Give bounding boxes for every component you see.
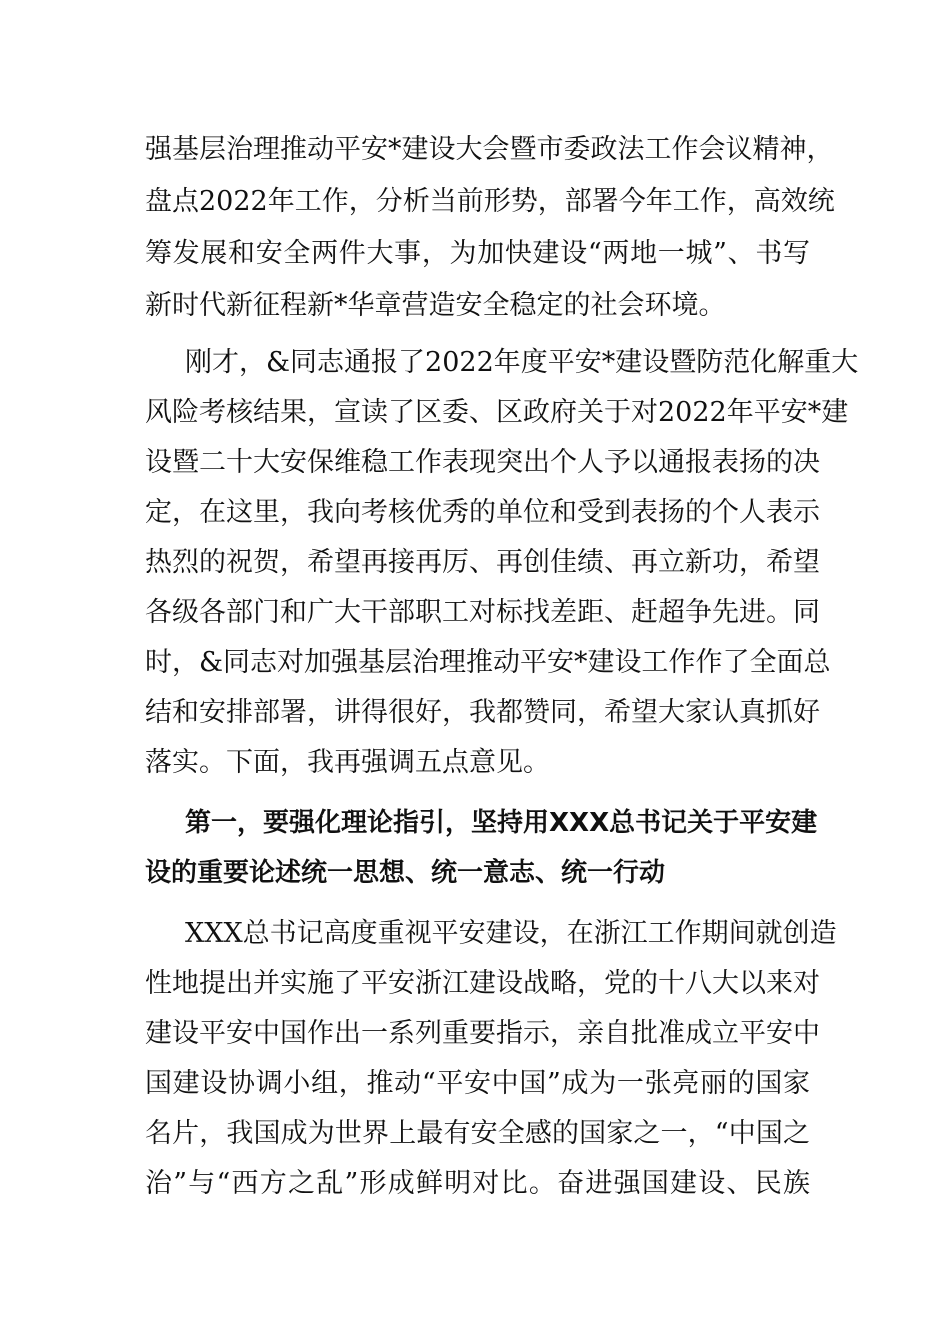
paragraph-line: 风险考核结果，宣读了区委、区政府关于对2022年平安*建 — [145, 397, 849, 428]
heading-line: 设的重要论述统一思想、统一意志、统一行动 — [145, 858, 666, 888]
paragraph-line: 建设平安中国作出一系列重要指示，亲自批准成立平安中 — [145, 1018, 820, 1049]
paragraph-line: 结和安排部署，讲得很好，我都赞同，希望大家认真抓好 — [145, 697, 820, 728]
paragraph-line: 刚才，&同志通报了2022年度平安*建设暨防范化解重大 — [185, 347, 859, 378]
paragraph-line: 国建设协调小组，推动“平安中国”成为一张亮丽的国家 — [145, 1068, 810, 1099]
paragraph-line: 强基层治理推动平安*建设大会暨市委政法工作会议精神， — [145, 134, 834, 165]
paragraph-line: 各级各部门和广大干部职工对标找差距、赶超争先进。同 — [145, 597, 820, 628]
paragraph-line: XXX总书记高度重视平安建设，在浙江工作期间就创造 — [185, 918, 837, 949]
paragraph-line: 设暨二十大安保维稳工作表现突出个人予以通报表扬的决 — [145, 447, 820, 478]
paragraph-line: 时，&同志对加强基层治理推动平安*建设工作作了全面总 — [145, 647, 831, 678]
paragraph-line: 治”与“西方之乱”形成鲜明对比。奋进强国建设、民族 — [145, 1168, 810, 1199]
heading-line: 第一，要强化理论指引，坚持用XXX总书记关于平安建 — [185, 808, 818, 838]
paragraph-line: 落实。下面，我再强调五点意见。 — [145, 747, 550, 778]
paragraph-line: 热烈的祝贺，希望再接再厉、再创佳绩、再立新功，希望 — [145, 547, 820, 578]
paragraph-line: 新时代新征程新*华章营造安全稳定的社会环境。 — [145, 290, 726, 321]
paragraph-line: 名片，我国成为世界上最有安全感的国家之一，“中国之 — [145, 1118, 810, 1149]
paragraph-line: 定，在这里，我向考核优秀的单位和受到表扬的个人表示 — [145, 497, 820, 528]
paragraph-line: 性地提出并实施了平安浙江建设战略，党的十八大以来对 — [145, 968, 820, 999]
paragraph-line: 盘点2022年工作，分析当前形势，部署今年工作，高效统 — [145, 186, 835, 217]
paragraph-line: 筹发展和安全两件大事，为加快建设“两地一城”、书写 — [145, 238, 810, 269]
